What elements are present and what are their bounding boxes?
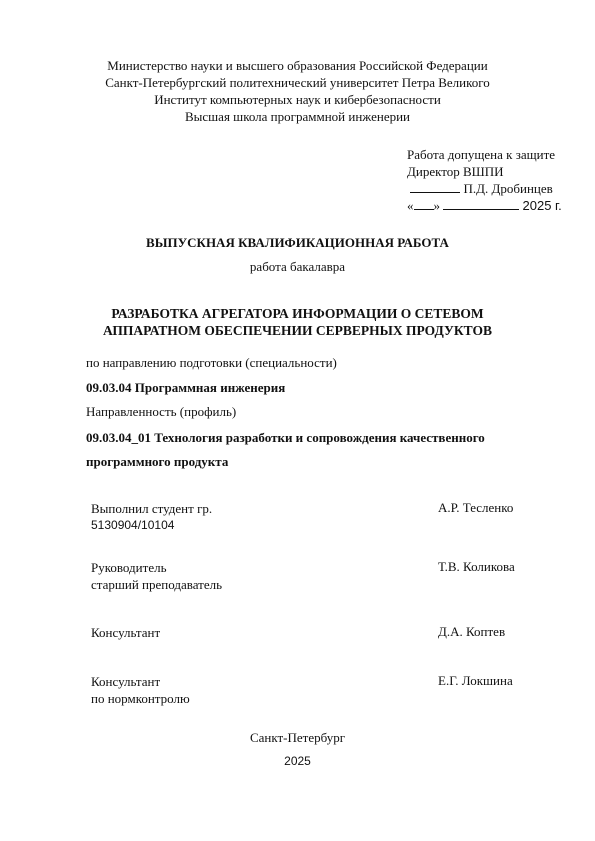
footer-city: Санкт-Петербург <box>249 730 346 745</box>
direction-value: 09.03.04 Программная инженерия <box>86 380 286 395</box>
supervisor-block <box>91 559 222 593</box>
thesis-title-line2: АППАРАТНОМ ОБЕСПЕЧЕНИИ СЕРВЕРНЫХ ПРОДУКТОВ <box>103 323 492 338</box>
month-blank <box>443 198 519 210</box>
ministry-line: Министерство науки и высшего образования Российской Федерации <box>107 58 488 73</box>
university-line: Санкт-Петербургский политехнический университет Петра Великого <box>105 75 490 90</box>
student-block <box>91 500 212 534</box>
thesis-title-line1: РАЗРАБОТКА АГРЕГАТОРА ИНФОРМАЦИИ О СЕТЕВОМ <box>111 306 484 321</box>
footer-year: 2025 <box>284 754 311 768</box>
norm-consultant-label: Консультант <box>91 674 161 689</box>
approval-line: Работа допущена к защите <box>407 147 556 162</box>
date-open-quote: « <box>407 198 414 213</box>
thesis-type: ВЫПУСКНАЯ КВАЛИФИКАЦИОННАЯ РАБОТА <box>146 235 449 250</box>
norm-consultant-sublabel: по нормконтролю <box>91 691 190 706</box>
day-blank <box>414 198 434 210</box>
signature-blank <box>410 181 460 193</box>
director-line: Директор ВШПИ <box>407 164 504 179</box>
director-signature-line <box>407 180 562 197</box>
norm-consultant-name: Е.Г. Локшина <box>438 673 513 688</box>
supervisor-position: старший преподаватель <box>91 577 223 592</box>
supervisor-label: Руководитель <box>91 560 167 575</box>
consultant-label: Консультант <box>91 625 161 640</box>
profile-value-line1: 09.03.04_01 Технология разработки и сопровождения качественного <box>86 430 485 445</box>
thesis-title <box>0 305 595 339</box>
consultant-name: Д.А. Коптев <box>438 624 506 639</box>
norm-consultant-block <box>91 673 190 707</box>
school-line: Высшая школа программной инженерии <box>185 109 410 124</box>
profile-value-line2: программного продукта <box>86 454 229 469</box>
approval-block <box>407 146 562 214</box>
date-close-quote: » <box>433 198 440 213</box>
student-label: Выполнил студент гр. <box>91 501 213 516</box>
student-group: 5130904/10104 <box>91 518 175 532</box>
approval-date-line <box>407 197 562 214</box>
supervisor-name: Т.В. Коликова <box>438 559 515 574</box>
thesis-subtype: работа бакалавра <box>249 259 346 274</box>
institute-line: Институт компьютерных наук и кибербезопасности <box>154 92 441 107</box>
institution-header <box>0 57 595 125</box>
student-name: А.Р. Тесленко <box>438 500 514 515</box>
direction-label: по направлению подготовки (специальности) <box>86 355 337 370</box>
approval-year: 2025 г. <box>522 198 562 213</box>
director-name: П.Д. Дробинцев <box>463 181 553 196</box>
profile-label: Направленность (профиль) <box>86 404 237 419</box>
